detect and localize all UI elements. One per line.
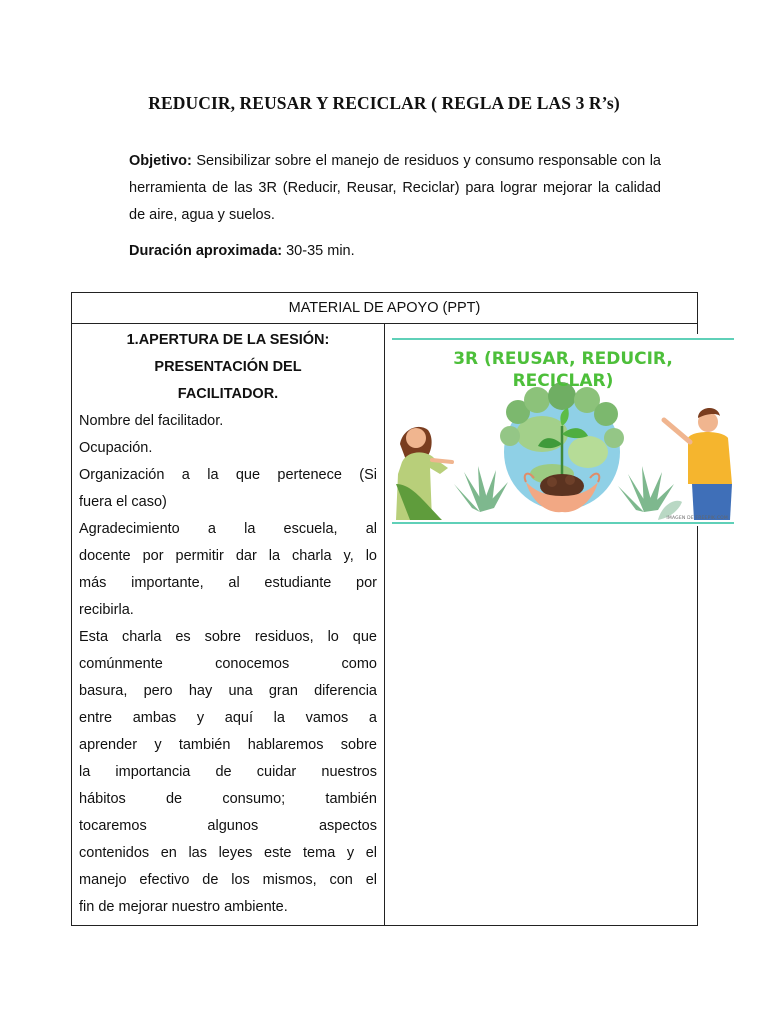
document-title: REDUCIR, REUSAR Y RECICLAR ( REGLA DE LAS 3 R’s) — [148, 93, 620, 113]
section-heading-line: 1.APERTURA DE LA SESIÓN: — [126, 332, 330, 348]
duration-paragraph — [129, 238, 661, 265]
slide-credit: IMAGEN DE FREEPIK.COM — [666, 516, 728, 521]
table-header: MATERIAL DE APOYO (PPT) — [72, 293, 698, 324]
slide-cell — [385, 324, 728, 926]
text-line: Nombre del facilitador. — [79, 413, 224, 429]
text-line: contenidos en las leyes este tema y el — [79, 845, 377, 861]
text-line: recibirla. — [79, 602, 134, 618]
text-line: comúnmente conocemos como — [79, 656, 377, 672]
text-line: la importancia de cuidar nuestros — [79, 764, 377, 780]
text-line: manejo efectivo de los mismos, con el — [79, 872, 377, 888]
table-row — [72, 324, 698, 926]
text-line: Organización a la que pertenece (Si — [79, 467, 377, 483]
text-line: Agradecimiento a la escuela, al — [79, 521, 377, 537]
text-line: hábitos de consumo; también — [79, 791, 377, 807]
text-line: más importante, al estudiante por — [79, 575, 377, 591]
text-line: aprender y también hablaremos sobre — [79, 737, 377, 753]
text-line: fuera el caso) — [79, 494, 167, 510]
slide-title — [392, 348, 734, 392]
text-line: fin de mejorar nuestro ambiente. — [79, 899, 288, 915]
table-header-row — [72, 293, 698, 324]
section-heading-line: PRESENTACIÓN DEL — [154, 359, 302, 375]
slide-title-line: RECICLAR) — [512, 371, 614, 391]
text-line: entre ambas y aquí la vamos a — [79, 710, 377, 726]
slide-image — [392, 334, 734, 526]
slide-bottom-rule — [392, 522, 734, 524]
duration-text: 30-35 min. — [282, 243, 355, 259]
duration-label: Duración aproximada: — [129, 243, 283, 259]
session-text-cell — [72, 324, 385, 926]
text-line: docente por permitir dar la charla y, lo — [79, 548, 377, 564]
objective-paragraph — [129, 148, 661, 229]
text-line: tocaremos algunos aspectos — [79, 818, 377, 834]
section-heading-line: FACILITADOR. — [177, 386, 279, 402]
text-line: Ocupación. — [79, 440, 153, 456]
objective-text: Sensibilizar sobre el manejo de residuos y consumo responsable con la herramienta de las 3R (Reducir, Reusar, Reciclar) para lograr mejorar la calidad de aire, agua y suelos. — [129, 153, 661, 223]
objective-label: Objetivo: — [129, 153, 192, 169]
support-material-table — [71, 292, 728, 926]
text-line: Esta charla es sobre residuos, lo que — [79, 629, 377, 645]
text-line: basura, pero hay una gran diferencia — [79, 683, 377, 699]
slide-title-line: 3R (REUSAR, REDUCIR, — [453, 349, 673, 369]
